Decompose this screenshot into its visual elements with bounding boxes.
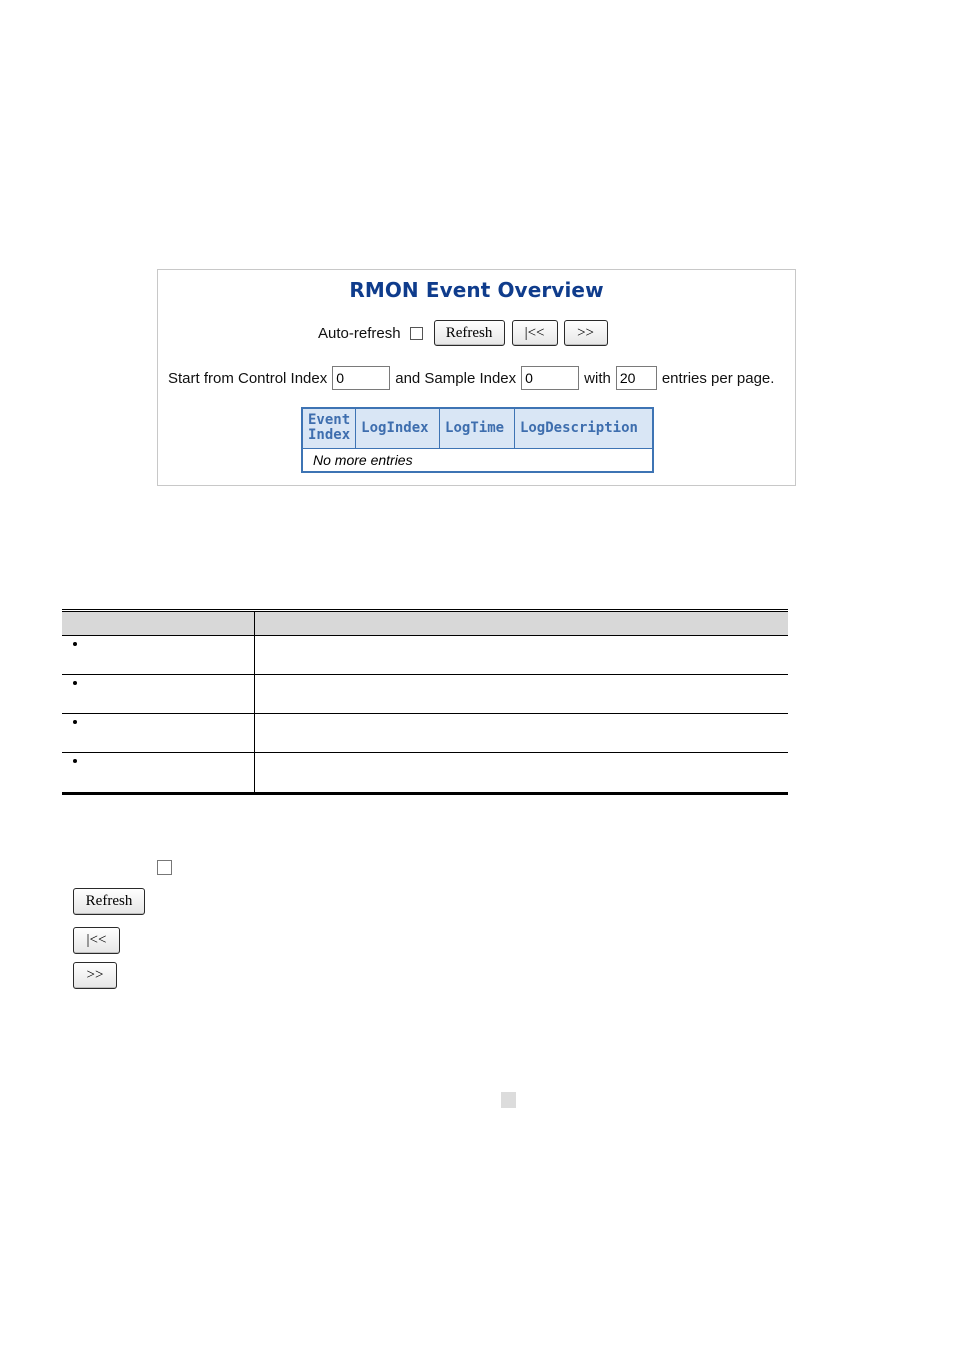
table-row (302, 448, 653, 472)
table-row (62, 675, 788, 714)
rmon-event-overview-panel (157, 269, 796, 486)
row-object-cell (62, 753, 255, 792)
row-description-cell (255, 636, 788, 674)
table-header-row (302, 408, 653, 448)
next-page-button[interactable]: >> (564, 320, 608, 346)
header-cell-object (62, 612, 255, 635)
auto-refresh-checkbox-sample[interactable] (157, 860, 172, 875)
auto-refresh-label: Auto-refresh (318, 324, 401, 342)
no-more-entries-text: No more entries (302, 448, 653, 472)
refresh-button[interactable]: Refresh (434, 320, 505, 346)
bullet-icon (73, 759, 77, 763)
auto-refresh-checkbox[interactable] (410, 327, 423, 340)
bullet-icon (73, 720, 77, 724)
row-description-cell (255, 675, 788, 713)
row-object-cell (62, 636, 255, 674)
first-page-button-sample[interactable]: |<< (73, 927, 120, 954)
column-log-description: LogDescription (514, 408, 653, 448)
first-page-button[interactable]: |<< (512, 320, 558, 346)
event-log-table (301, 407, 654, 473)
refresh-button-sample[interactable]: Refresh (73, 888, 145, 915)
sample-index-input[interactable]: 0 (521, 366, 579, 390)
page-title: RMON Event Overview (349, 278, 604, 302)
description-table (62, 609, 788, 795)
row-description-cell (255, 714, 788, 752)
bullet-icon (73, 681, 77, 685)
bullet-icon (73, 642, 77, 646)
description-header-row (62, 612, 788, 636)
start-row (168, 365, 774, 391)
table-bottom-rule (62, 792, 788, 795)
table-row (62, 753, 788, 792)
table-row (62, 636, 788, 675)
row-object-cell (62, 675, 255, 713)
control-index-input[interactable]: 0 (332, 366, 390, 390)
row-object-cell (62, 714, 255, 752)
entries-per-page-input[interactable]: 20 (616, 366, 657, 390)
table-row (62, 714, 788, 753)
row-description-cell (255, 753, 788, 792)
sample-index-label: and Sample Index (395, 369, 517, 387)
column-log-index: LogIndex (356, 408, 440, 448)
refresh-row (318, 320, 608, 346)
start-from-control-index-label: Start from Control Index (168, 369, 328, 387)
with-label: with (584, 369, 611, 387)
gray-square-icon (501, 1092, 516, 1108)
entries-per-page-label: entries per page. (661, 369, 775, 387)
column-log-time: LogTime (440, 408, 515, 448)
column-event-index: Event Index (302, 408, 356, 448)
next-page-button-sample[interactable]: >> (73, 962, 117, 989)
